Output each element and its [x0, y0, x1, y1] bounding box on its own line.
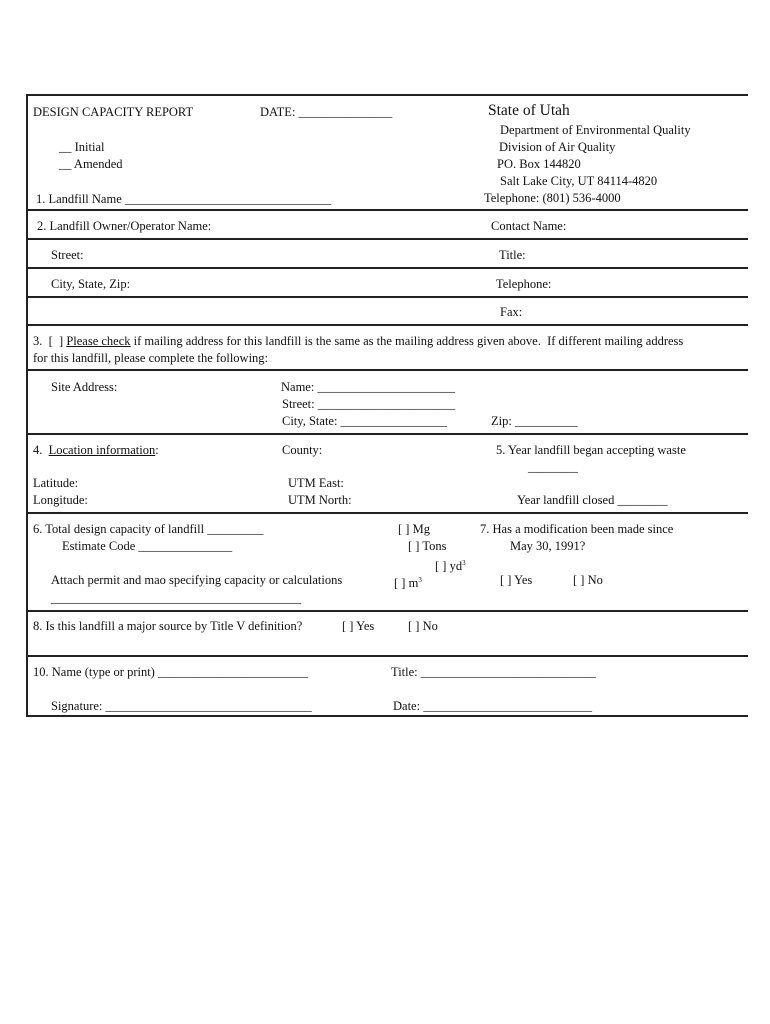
divider-street [26, 267, 748, 269]
agency-division: Division of Air Quality [499, 140, 616, 154]
modification-no-checkbox[interactable]: [ ] No [573, 573, 603, 587]
location-colon: : [155, 443, 159, 457]
modification-question-line2: May 30, 1991? [510, 539, 586, 553]
unit-yd3-text: [ ] yd [435, 559, 463, 574]
latitude-label: Latitude: [33, 476, 79, 490]
mailing-check-prefix: 3. [ ] [33, 334, 67, 348]
year-began-blank[interactable]: ________ [528, 460, 578, 474]
location-heading [33, 443, 159, 457]
year-began-label: 5. Year landfill began accepting waste [496, 443, 686, 457]
title-label: Title: [499, 248, 526, 262]
location-info-text: Location information [48, 443, 156, 457]
amended-option[interactable]: __ Amended [59, 157, 123, 171]
site-zip-field[interactable]: Zip: __________ [491, 414, 578, 428]
divider-location [26, 512, 748, 514]
agency-state: State of Utah [488, 102, 570, 119]
form-left-border [26, 94, 28, 716]
form-bottom-border [26, 715, 748, 717]
modification-yes-checkbox[interactable]: [ ] Yes [500, 573, 533, 587]
city-state-zip-label: City, State, Zip: [51, 277, 131, 291]
total-capacity-field[interactable]: 6. Total design capacity of landfill _________ [33, 522, 264, 536]
owner-name-label: 2. Landfill Owner/Operator Name: [37, 219, 212, 233]
utm-north-label: UTM North: [288, 493, 352, 507]
report-title: DESIGN CAPACITY REPORT [33, 105, 194, 119]
year-closed-field[interactable]: Year landfill closed ________ [517, 493, 668, 507]
unit-m3-superscript: 3 [418, 576, 422, 584]
attach-permit-blank[interactable]: ________________________________________ [51, 591, 301, 605]
major-source-yes-checkbox[interactable]: [ ] Yes [342, 619, 375, 633]
signer-title-field[interactable]: Title: ____________________________ [391, 665, 596, 679]
form-top-border [26, 94, 748, 96]
signature-date-field[interactable]: Date: ___________________________ [393, 699, 592, 713]
divider-city [26, 296, 748, 298]
unit-mg-checkbox[interactable]: [ ] Mg [398, 522, 430, 536]
site-address-label: Site Address: [51, 380, 118, 394]
date-field[interactable]: DATE: _______________ [260, 105, 393, 119]
mailing-check-suffix: if mailing address for this landfill is the same as the mailing address given above. If different mailing address [130, 334, 684, 348]
agency-city-zip: Salt Lake City, UT 84114-4820 [500, 174, 658, 188]
unit-yd3-checkbox[interactable] [435, 556, 466, 573]
mailing-instruction-line: for this landfill, please complete the following: [33, 351, 269, 365]
divider-owner [26, 238, 748, 240]
unit-yd3-superscript: 3 [462, 559, 466, 567]
contact-name-label: Contact Name: [491, 219, 567, 233]
utm-east-label: UTM East: [288, 476, 344, 490]
attach-permit-label: Attach permit and mao specifying capacity or calculations [51, 573, 343, 587]
fax-label: Fax: [500, 305, 523, 319]
site-name-field[interactable]: Name: ______________________ [281, 380, 455, 394]
divider-capacity [26, 610, 748, 612]
major-source-no-checkbox[interactable]: [ ] No [408, 619, 438, 633]
unit-m3-checkbox[interactable] [394, 573, 422, 590]
major-source-question: 8. Is this landfill a major source by Title V definition? [33, 619, 303, 633]
telephone-label: Telephone: [496, 277, 552, 291]
location-number: 4. [33, 443, 49, 457]
divider-mailing [26, 369, 748, 371]
unit-m3-text: [ ] m [394, 576, 419, 591]
modification-question-line1: 7. Has a modification been made since [480, 522, 674, 536]
landfill-name-field[interactable]: 1. Landfill Name _________________________________ [36, 192, 332, 206]
divider-major-source [26, 655, 748, 657]
please-check-text: Please check [66, 334, 131, 348]
longitude-label: Longitude: [33, 493, 88, 507]
agency-po-box: PO. Box 144820 [497, 157, 581, 171]
site-city-field[interactable]: City, State: _________________ [282, 414, 447, 428]
mailing-check-line[interactable] [33, 334, 683, 348]
divider-fax [26, 324, 748, 326]
estimate-code-field[interactable]: Estimate Code _______________ [62, 539, 233, 553]
agency-telephone: Telephone: (801) 536-4000 [484, 191, 621, 205]
unit-tons-checkbox[interactable]: [ ] Tons [408, 539, 447, 553]
signature-field[interactable]: Signature: _________________________________ [51, 699, 312, 713]
initial-option[interactable]: __ Initial [59, 140, 105, 154]
site-street-field[interactable]: Street: ______________________ [282, 397, 456, 411]
street-label: Street: [51, 248, 84, 262]
signer-name-field[interactable]: 10. Name (type or print) ________________________ [33, 665, 308, 679]
county-label: County: [282, 443, 323, 457]
divider-site [26, 433, 748, 435]
agency-department: Department of Environmental Quality [500, 123, 691, 137]
divider-after-header [26, 209, 748, 211]
